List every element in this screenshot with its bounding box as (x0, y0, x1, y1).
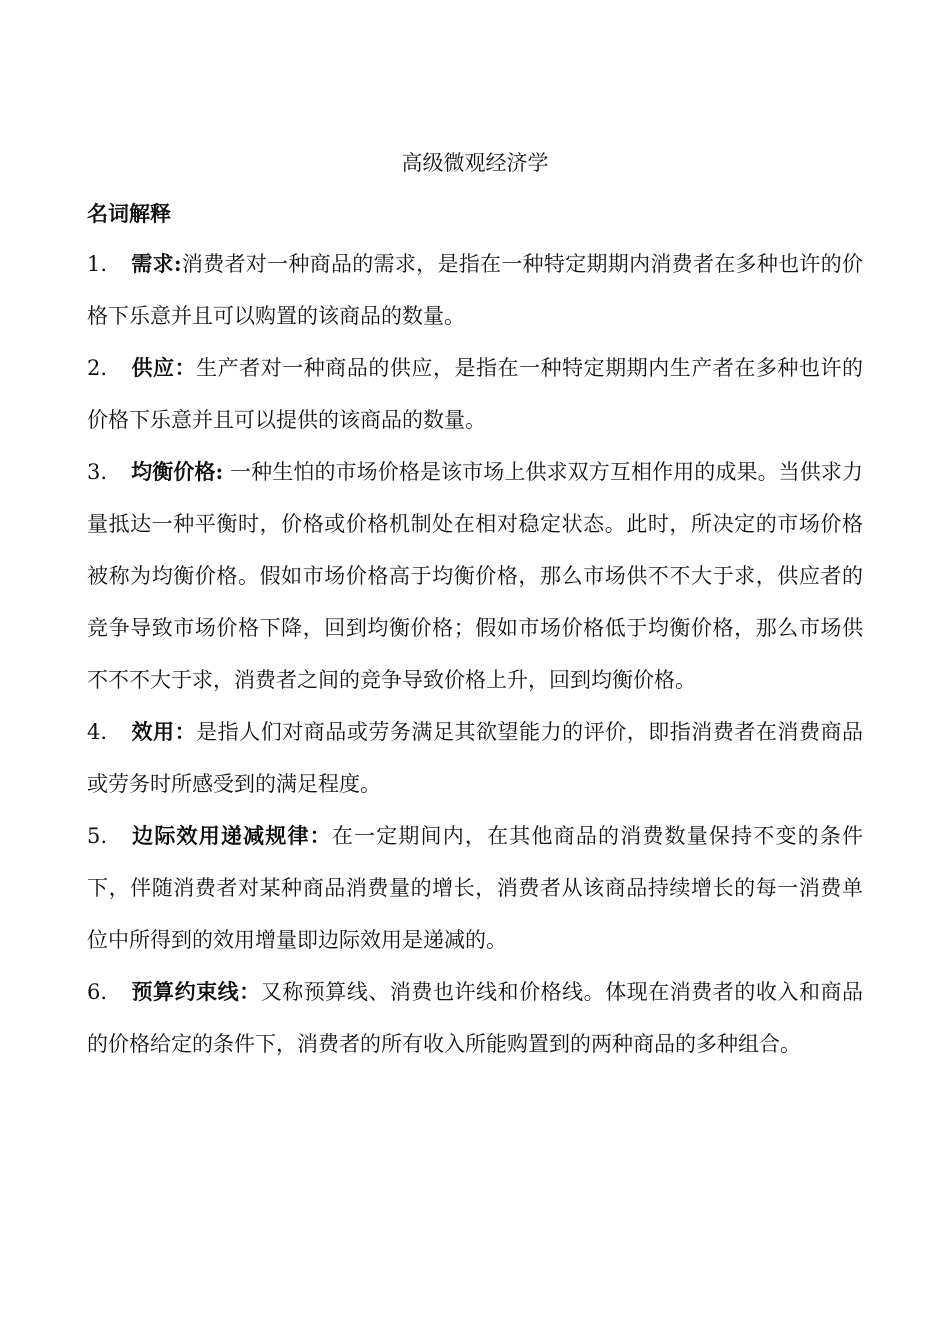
section-heading: 名词解释 (87, 201, 171, 226)
entry-number: 4. (87, 720, 108, 744)
entry-term: 需求: (131, 251, 182, 276)
definition-entry-6 (87, 966, 863, 1070)
entry-definition: 消费者对一种商品的需求，是指在一种特定期期内消费者在多种也许的价格下乐意并且可以购置的该商品的数量。 (87, 252, 863, 328)
entry-definition: 一种生怕的市场价格是该市场上供求双方互相作用的成果。当供求力量抵达一种平衡时，价格或价格机制处在相对稳定状态。此时，所决定的市场价格被称为均衡价格。假如市场价格高于均衡价格，那么市场供不不大于求，供应者的竞争导致市场价格下降，回到均衡价格；假如市场价格低于均衡价格，那么市场供不不不大于求，消费者之间的竞争导致价格上升，回到均衡价格。 (87, 460, 863, 692)
definition-entry-2 (87, 342, 863, 446)
definition-entry-3 (87, 446, 863, 706)
entry-definition: 是指人们对商品或劳务满足其欲望能力的评价，即指消费者在消费商品或劳务时所感受到的满足程度。 (87, 720, 864, 796)
entry-number: 5. (87, 824, 108, 848)
definition-entry-1 (87, 238, 863, 342)
entry-term: 供应： (131, 355, 197, 380)
entry-number: 1. (87, 252, 108, 276)
entry-definition: 又称预算线、消费也许线和价格线。体现在消费者的收入和商品的价格给定的条件下，消费者的所有收入所能购置到的两种商品的多种组合。 (87, 980, 864, 1056)
entry-term: 效用： (131, 719, 197, 744)
document-title: 高级微观经济学 (401, 151, 549, 175)
entry-definition: 生产者对一种商品的供应，是指在一种特定期期内生产者在多种也许的价格下乐意并且可以提供的该商品的数量。 (87, 356, 864, 432)
entry-term: 预算约束线： (131, 979, 261, 1004)
entry-term: 边际效用递减规律： (131, 823, 332, 848)
entry-term: 均衡价格: (131, 459, 224, 484)
entry-definition: 在一定期间内，在其他商品的消费数量保持不变的条件下，伴随消费者对某种商品消费量的增长，消费者从该商品持续增长的每一消费单位中所得到的效用增量即边际效用是递减的。 (87, 824, 864, 952)
definition-entry-5 (87, 810, 863, 966)
entry-number: 2. (87, 356, 108, 380)
entry-number: 6. (87, 980, 108, 1004)
entry-number: 3. (87, 460, 108, 484)
definition-entry-4 (87, 706, 863, 810)
definition-list (87, 238, 863, 1070)
